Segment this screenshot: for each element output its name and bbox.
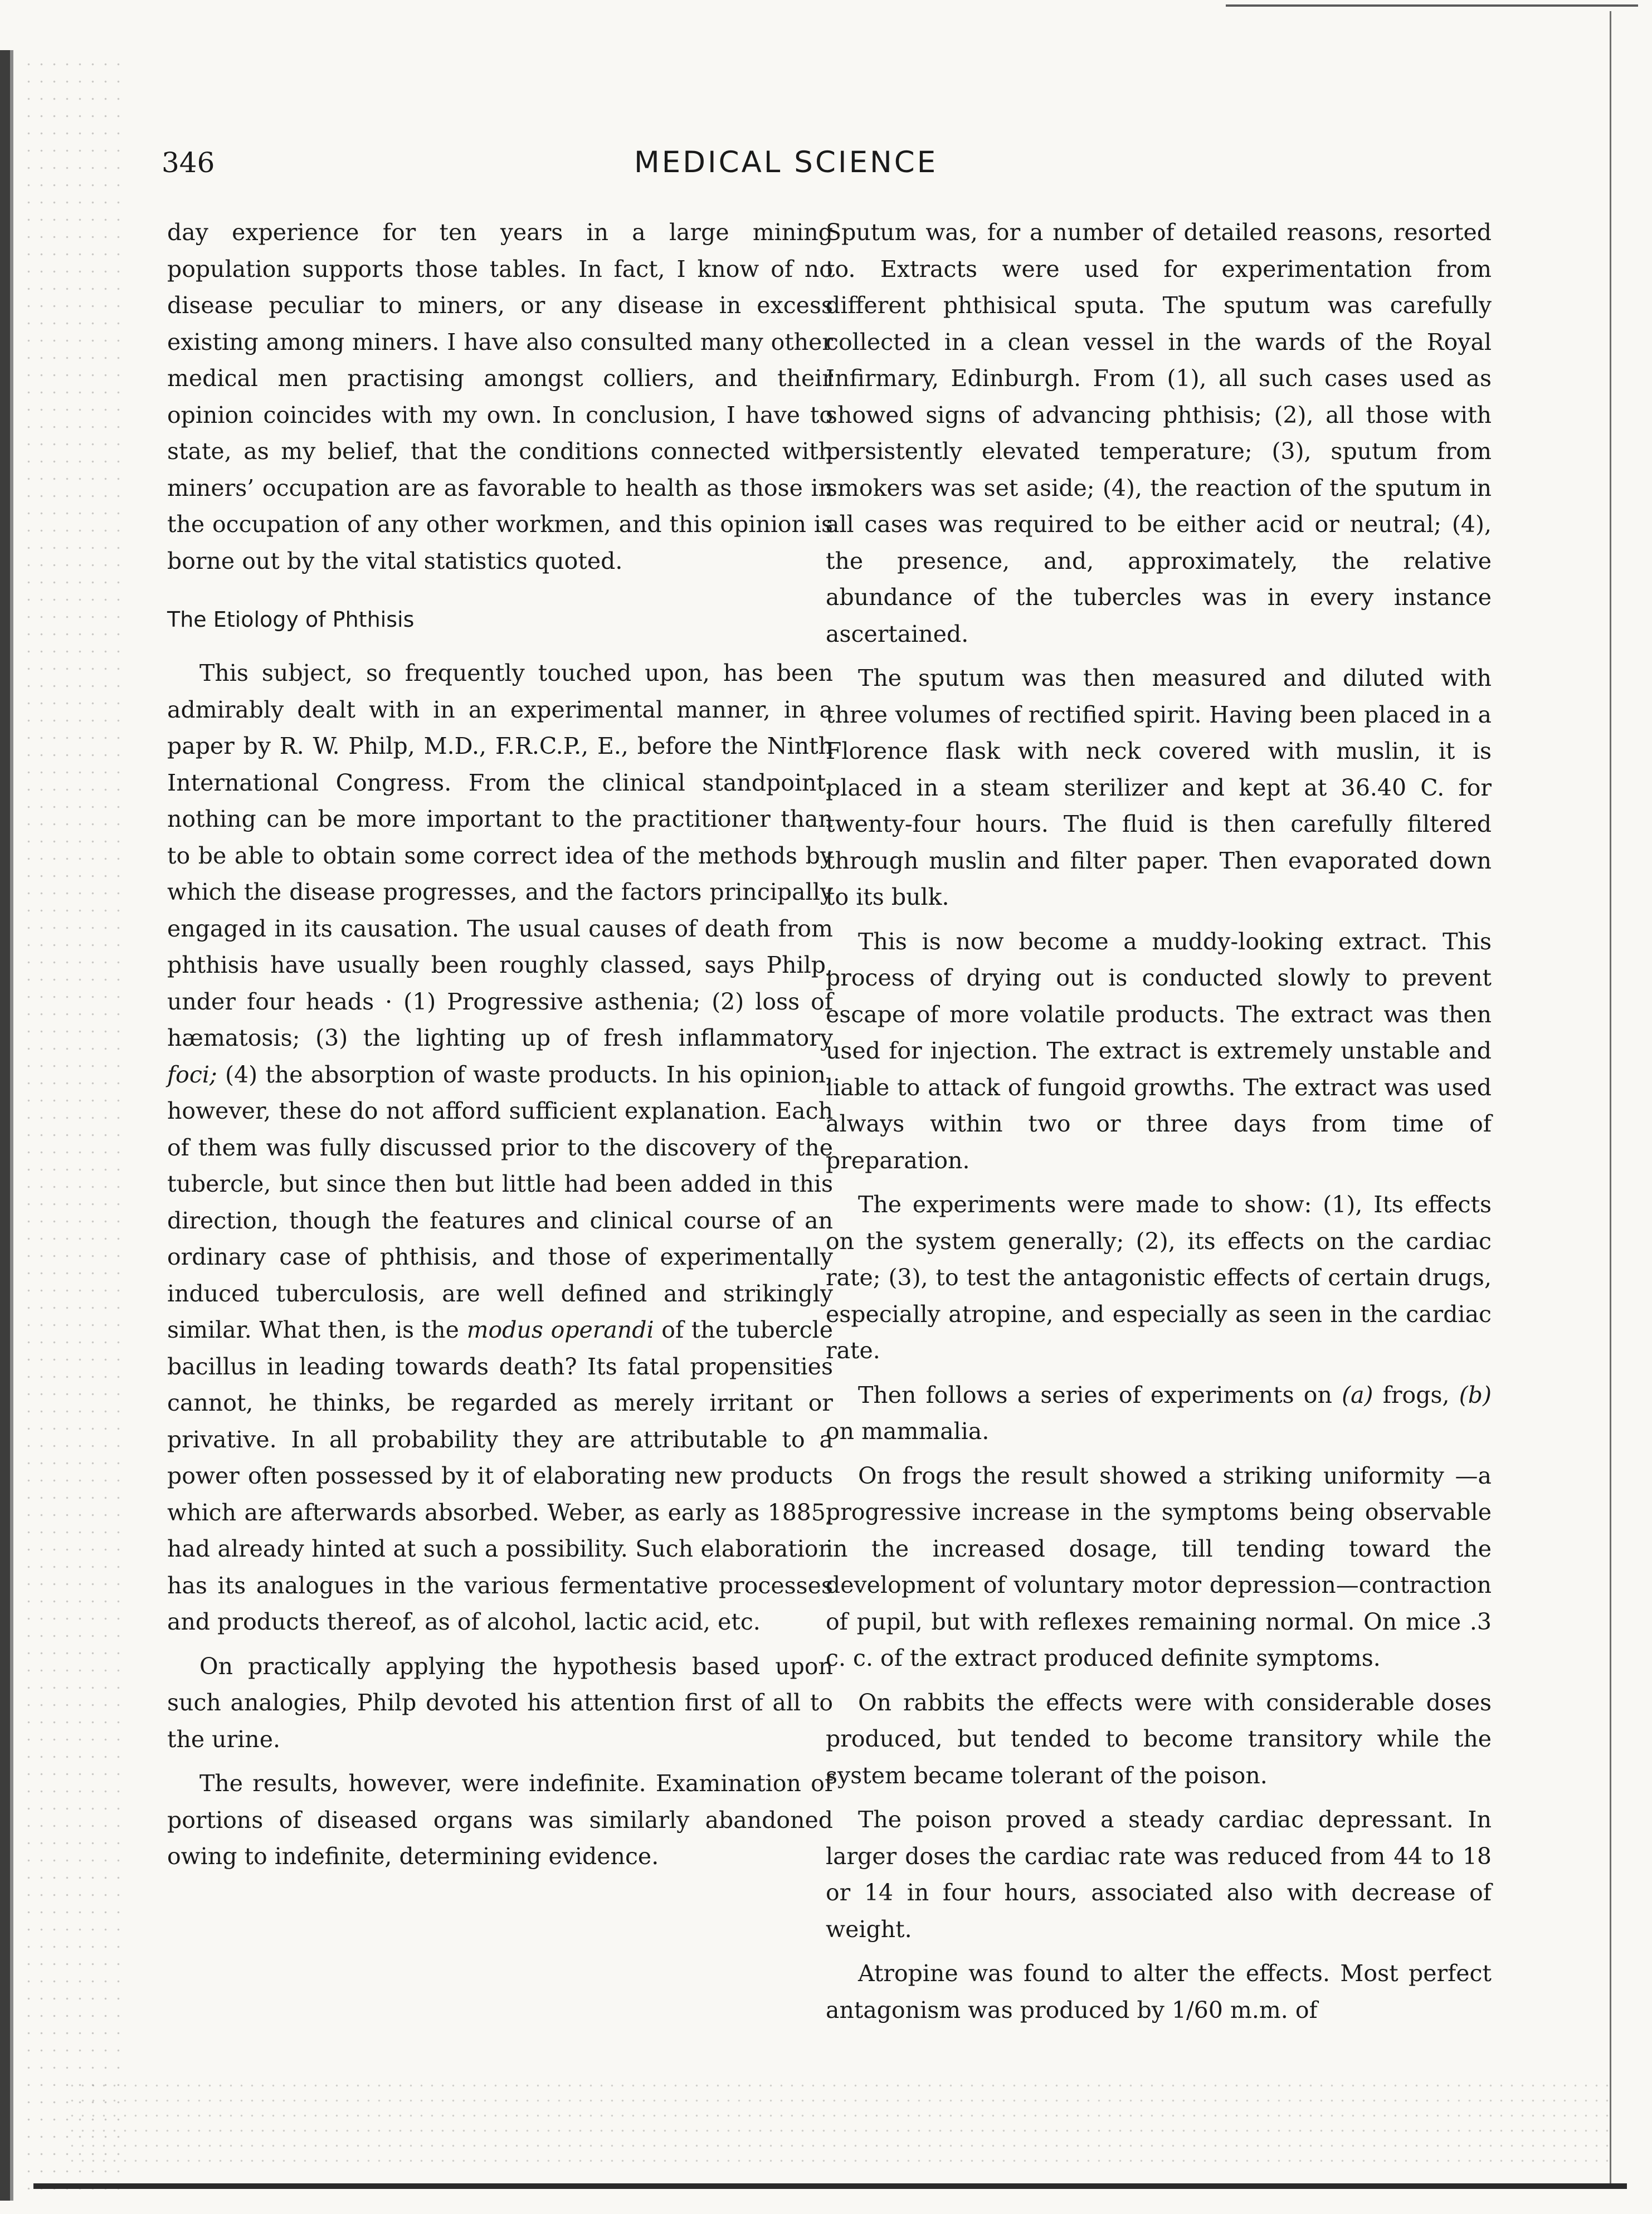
scan-edge-right — [1602, 11, 1624, 2184]
paragraph-miners-conclusion: day experience for ten years in a large mining population supports those tables. In fact, I know of no disease peculiar to miners, or any disease in excess existing among miners. I have also consulted many other medical men practising amongst colliers, and their opinion coincides with my own. In conclusion, I have to state, as my belief, that the conditions connected with miners’ occupation are as favorable to health as those in the occupation of any other workmen, and this opinion is borne out by the vital statistics quoted. — [167, 219, 833, 574]
paragraph-text: of the tubercle bacillus in leading towards death? Its fatal propensities cannot, he thinks, be regarded as merely irritant or privative. In all probability they are attributable to a power often possessed by it of elaborating new products which are afterwards absorbed. Weber, as early as 1885, had already hinted at such a possibility. Such elaboration has its analogues in the various fermentative processes and products thereof, as of alcohol, lactic acid, etc. — [167, 1316, 833, 1635]
paragraph-series — [826, 1377, 1492, 1450]
paragraph-extract: This is now become a muddy-looking extract. This process of drying out is conducted slowly to prevent escape of more volatile products. The extract was then used for injection. The extract is extremely unstable and liable to attack of fungoid growths. The extract was used always within two or three days from time of preparation. — [826, 928, 1492, 1174]
paragraph-urine: On practically applying the hypothesis based upon such analogies, Philp devoted his attention first of all to the urine. — [167, 1652, 833, 1753]
paragraph-rabbits: On rabbits the effects were with considerable doses produced, but tended to become transitory while the system became tolerant of the poison. — [826, 1689, 1492, 1789]
paragraph-text: Then follows a series of experiments on — [858, 1381, 1332, 1408]
running-title: MEDICAL SCIENCE — [634, 145, 938, 179]
right-column — [826, 214, 1492, 2028]
scan-edge-bottom — [33, 2176, 1627, 2198]
paragraph-atropine: Atropine was found to alter the effects. Most perfect antagonism was produced by 1/60 m.m. of — [826, 1960, 1492, 2023]
paragraph-text: (4) the absorption of waste products. In his opinion, however, these do not afford sufficient explanation. Each of them was fully discussed prior to the discovery of the tubercle, but since then but little had been added in this direction, though the features and clinical course of an ordinary case of phthisis, and those of experimentally induced tuberculosis, are well defined and strikingly similar. What then, is the — [167, 1061, 833, 1343]
scan-edge-left — [0, 50, 22, 2201]
paragraph-etiology — [167, 655, 833, 1641]
paragraph-results: The results, however, were indefinite. Examination of portions of diseased organs was similarly abandoned owing to indefinite, determining evidence. — [167, 1770, 833, 1870]
paragraph-dilution: The sputum was then measured and diluted with three volumes of rectified spirit. Having been placed in a Florence flask with neck covered with muslin, it is placed in a steam sterilizer and kept at 36.40 C. for twenty-four hours. The fluid is then carefully filtered through muslin and filter paper. Then evaporated down to its bulk. — [826, 665, 1492, 910]
italic-label-b: (b) — [1459, 1381, 1492, 1408]
paragraph-text: frogs, — [1382, 1381, 1450, 1408]
paragraph-text: on mammalia. — [826, 1418, 990, 1445]
italic-term-foci: foci; — [167, 1061, 217, 1088]
scan-noise-bottom — [67, 2078, 1616, 2173]
left-column — [167, 214, 833, 1875]
paragraph-sputum: Sputum was, for a number of detailed reasons, resorted to. Extracts were used for experimentation from different phthisical sputa. The sputum was carefully collected in a clean vessel in the wards of the Royal Infirmary, Edinburgh. From (1), all such cases used as showed signs of advancing phthisis; (2), all those with persistently elevated temperature; (3), sputum from smokers was set aside; (4), the reaction of the sputum in all cases was required to be either acid or neutral; (4), the presence, and, approximately, the relative abundance of the tubercles was in every instance ascertained. — [826, 219, 1492, 647]
paragraph-text: This subject, so frequently touched upon, has been admirably dealt with in an experimental manner, in a paper by R. W. Philp, M.D., F.R.C.P., E., before the Ninth International Congress. From the clinical standpoint, nothing can be more important to the practitioner than to be able to obtain some correct idea of the methods by which the disease progresses, and the factors principally engaged in its causation. The usual causes of death from phthisis have usually been roughly classed, says Philp, under four heads · (1) Progressive asthenia; (2) loss of hæmatosis; (3) the lighting up of fresh inflammatory — [167, 660, 833, 1051]
page-number: 346 — [162, 147, 215, 179]
italic-term-modus-operandi: modus operandi — [466, 1316, 654, 1343]
paragraph-experiments: The experiments were made to show: (1), Its effects on the system generally; (2), its effects on the cardiac rate; (3), to test the antagonistic effects of certain drugs, especially atropine, and especially as seen in the cardiac rate. — [826, 1191, 1492, 1364]
scan-noise-left — [22, 56, 123, 2189]
italic-label-a: (a) — [1342, 1381, 1373, 1408]
scan-edge-top — [1226, 0, 1638, 12]
section-heading: The Etiology of Phthisis — [167, 607, 415, 632]
paragraph-cardiac: The poison proved a steady cardiac depressant. In larger doses the cardiac rate was reduced from 44 to 18 or 14 in four hours, associated also with decrease of weight. — [826, 1806, 1492, 1943]
paragraph-frogs: On frogs the result showed a striking uniformity —a progressive increase in the symptoms being observable in the increased dosage, till tending toward the development of voluntary motor depression—contraction of pupil, but with reflexes remaining normal. On mice .3 c. c. of the extract produced definite symptoms. — [826, 1462, 1492, 1671]
